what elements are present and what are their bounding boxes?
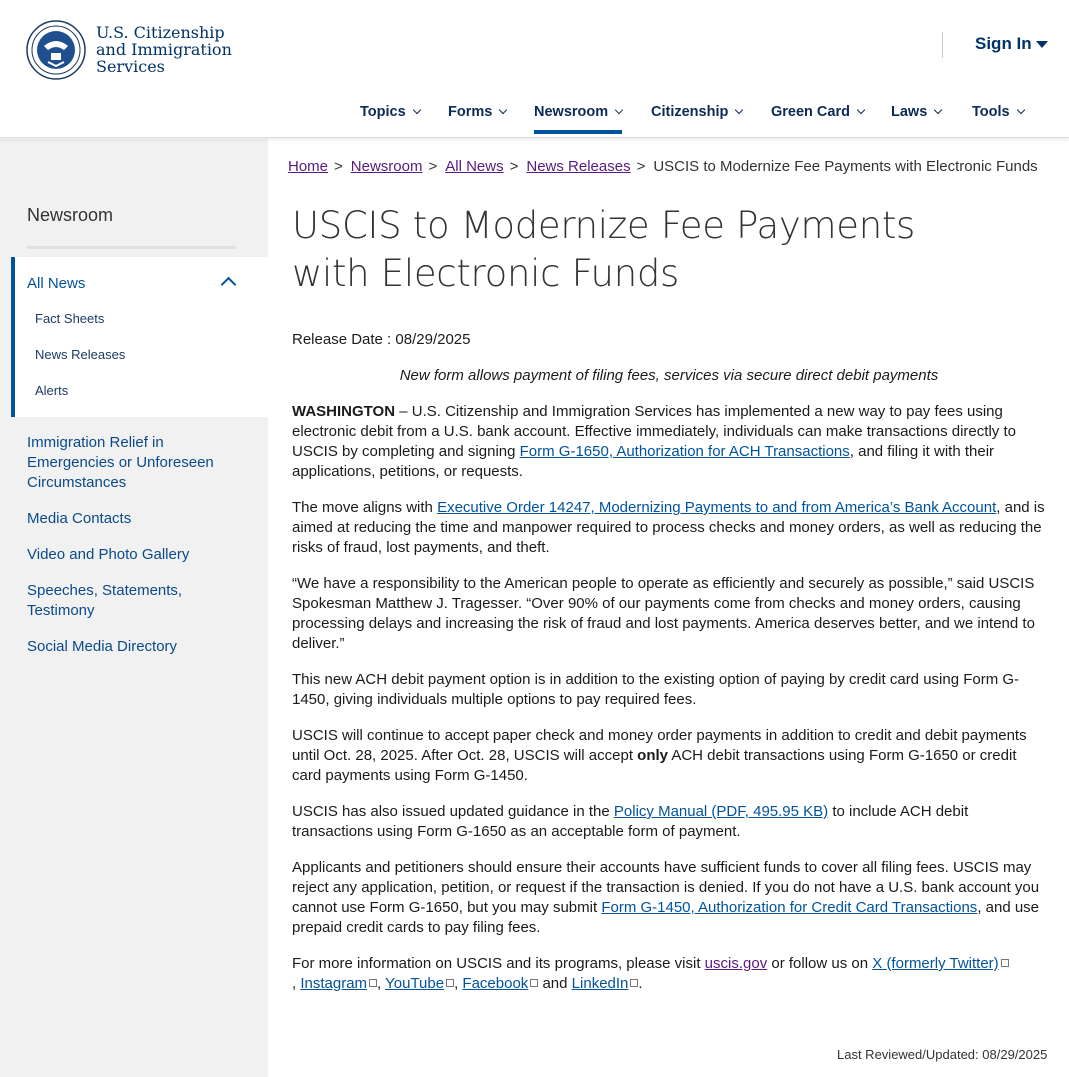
- nav-topics[interactable]: [360, 100, 420, 124]
- sidebar-item-video-photo-gallery[interactable]: Video and Photo Gallery: [27, 546, 190, 563]
- paragraph-text: or follow us on: [767, 955, 873, 972]
- paragraph-text: , and filing it with their applications, petitions, or requests.: [292, 443, 995, 480]
- last-reviewed-date: 08/29/2025: [982, 1047, 1048, 1062]
- external-link-icon: [369, 979, 377, 987]
- logo-line-3: Services: [96, 57, 165, 76]
- nav-newsroom[interactable]: [534, 100, 622, 124]
- nav-label: Forms: [448, 104, 493, 120]
- paragraph-text: and: [538, 975, 572, 992]
- nav-tools[interactable]: [972, 100, 1024, 124]
- facebook-link[interactable]: Facebook: [462, 975, 529, 992]
- nav-citizenship[interactable]: [651, 100, 742, 124]
- paragraph-text: to include ACH debit transactions using Form G-1650 as an acceptable form of payment.: [292, 803, 969, 840]
- sidebar-item-fact-sheets[interactable]: Fact Sheets: [35, 311, 105, 326]
- breadcrumb-separator: >: [428, 158, 438, 175]
- dhs-seal-icon: [26, 20, 86, 80]
- site-header: [0, 0, 1069, 138]
- form-g1450-link[interactable]: Form G-1450, Authorization for Credit Card Transactions: [601, 899, 978, 916]
- nav-label: Topics: [360, 104, 406, 120]
- breadcrumb-separator: >: [509, 158, 519, 175]
- chevron-down-icon: [934, 106, 942, 114]
- breadcrumb-all-news[interactable]: All News: [445, 158, 504, 175]
- paragraph-text: ACH debit transactions using Form G-1650 or credit card payments using Form G-1450.: [292, 747, 1017, 784]
- chevron-down-icon: [857, 106, 865, 114]
- paragraph-text: USCIS has also issued updated guidance in the: [292, 803, 614, 820]
- sidebar-divider: [27, 246, 236, 249]
- nav-green-card[interactable]: [771, 100, 864, 124]
- paragraph-text: ,: [377, 975, 386, 992]
- paragraph-text: For more information on USCIS and its programs, please visit: [292, 955, 705, 972]
- paragraph-6: [292, 802, 1047, 842]
- breadcrumb-separator: >: [636, 158, 646, 175]
- breadcrumb-current: USCIS to Modernize Fee Payments with Electronic Funds: [653, 158, 1038, 175]
- sidebar: [0, 139, 268, 1077]
- nav-label: Citizenship: [651, 104, 729, 120]
- sidebar-item-immigration-relief[interactable]: Immigration Relief in Emergencies or Unforeseen Circumstances: [27, 434, 214, 491]
- external-link-icon: [630, 979, 638, 987]
- chevron-down-icon: [615, 106, 623, 114]
- policy-manual-link[interactable]: Policy Manual (PDF, 495.95 KB): [613, 803, 829, 820]
- chevron-down-icon: [499, 106, 507, 114]
- sidebar-item-all-news[interactable]: All News: [27, 275, 86, 292]
- main-nav: [0, 100, 1069, 138]
- paragraph-text: Applicants and petitioners should ensure their accounts have sufficient funds to cover all filing fees. USCIS may reject any application, petition, or request if the transaction is denied. If you do not have a U.S. bank account you cannot use Form G-1650, but you may submit: [292, 859, 1040, 916]
- emphasis: only: [637, 747, 668, 764]
- uscis-gov-link[interactable]: uscis.gov: [704, 955, 768, 972]
- paragraph-4: This new ACH debit payment option is in addition to the existing option of paying by credit card using Form G-1450, giving individuals multiple options to pay required fees.: [292, 671, 1020, 708]
- sign-in-button[interactable]: [975, 34, 1048, 54]
- nav-forms[interactable]: [448, 100, 506, 124]
- breadcrumb-news-releases[interactable]: News Releases: [526, 158, 631, 175]
- form-g1650-link[interactable]: Form G-1650, Authorization for ACH Transactions: [519, 443, 850, 460]
- paragraph-text: , and use prepaid credit cards to pay filing fees.: [292, 899, 1040, 936]
- paragraph-text: .: [638, 975, 643, 992]
- breadcrumb-newsroom[interactable]: Newsroom: [350, 158, 423, 175]
- paragraph-text: USCIS will continue to accept paper check and money order payments in addition to credit and debit payments until Oct. 28, 2025. After Oct. 28, USCIS will accept: [292, 727, 1027, 764]
- instagram-link[interactable]: Instagram: [300, 975, 368, 992]
- paragraph-5: [292, 726, 1047, 786]
- paragraph-1: [292, 402, 1047, 482]
- external-link-icon: [530, 979, 538, 987]
- external-link-icon: [446, 979, 454, 987]
- paragraph-2: [292, 498, 1047, 558]
- chevron-down-icon: [735, 106, 743, 114]
- caret-down-icon: [1036, 41, 1048, 48]
- external-link-icon: [1001, 959, 1009, 967]
- paragraph-text: , and is aimed at reducing the time and manpower required to process checks and money orders, as well as reducing the risks of fraud, lost payments, and theft.: [292, 499, 1045, 556]
- nav-label: Green Card: [771, 104, 850, 120]
- article-subtitle: New form allows payment of filing fees, services via secure direct debit payments: [399, 367, 939, 384]
- nav-laws[interactable]: [891, 100, 941, 124]
- linkedin-link[interactable]: LinkedIn: [571, 975, 629, 992]
- logo-line-1: U.S. Citizenship: [96, 23, 225, 42]
- youtube-link[interactable]: YouTube: [385, 975, 445, 992]
- breadcrumb-home[interactable]: Home: [288, 158, 329, 175]
- header-divider: [942, 32, 943, 58]
- chevron-down-icon: [1016, 106, 1024, 114]
- sidebar-item-social-media-directory[interactable]: Social Media Directory: [27, 638, 178, 655]
- sidebar-item-news-releases[interactable]: News Releases: [35, 347, 126, 362]
- sign-in-label: Sign In: [975, 34, 1032, 53]
- chevron-down-icon: [412, 106, 420, 114]
- paragraph-3-quote: “We have a responsibility to the American people to operate as efficiently and securely as possible,” said USCIS Spokesman Matthew J. Tragesser. “Over 90% of our payments come from checks and money orders, causing processing delays and increasing the risk of fraud and lost payments. America deserves better, and we intend to deliver.”: [292, 575, 1035, 652]
- last-reviewed-label: Last Reviewed/Updated:: [837, 1047, 979, 1062]
- paragraph-text: ,: [454, 975, 463, 992]
- paragraph-text: ,: [292, 975, 301, 992]
- nav-label: Tools: [972, 104, 1010, 120]
- last-reviewed: [837, 1047, 1047, 1062]
- executive-order-link[interactable]: Executive Order 14247, Modernizing Payments to and from America’s Bank Account: [437, 499, 997, 516]
- paragraph-7: [292, 858, 1047, 938]
- x-twitter-link[interactable]: X (formerly Twitter): [872, 955, 999, 972]
- dateline: WASHINGTON: [292, 403, 396, 420]
- page-title: USCIS to Modernize Fee Payments with Electronic Funds: [292, 204, 916, 295]
- release-date-label: Release Date :: [292, 331, 392, 348]
- paragraph-text: – U.S. Citizenship and Immigration Services has implemented a new way to pay fees using electronic debit from a U.S. bank account. Effective immediately, individuals can make transactions directly to USCIS by completing and signing: [292, 403, 1016, 460]
- breadcrumb-separator: >: [334, 158, 343, 175]
- uscis-logo[interactable]: [26, 20, 232, 80]
- nav-label: Newsroom: [534, 104, 609, 120]
- agency-name: [96, 24, 232, 75]
- release-date-value: 08/29/2025: [395, 331, 471, 348]
- sidebar-item-media-contacts[interactable]: Media Contacts: [27, 510, 132, 527]
- release-date: [292, 331, 470, 348]
- breadcrumb: [288, 158, 1038, 175]
- logo-line-2: and Immigration: [96, 40, 232, 59]
- paragraph-text: The move aligns with: [292, 499, 438, 516]
- nav-label: Laws: [891, 104, 928, 120]
- sidebar-item-alerts[interactable]: Alerts: [35, 383, 69, 398]
- sidebar-title: Newsroom: [27, 205, 114, 225]
- paragraph-8: [292, 954, 1047, 994]
- sidebar-item-speeches[interactable]: Speeches, Statements, Testimony: [27, 582, 183, 619]
